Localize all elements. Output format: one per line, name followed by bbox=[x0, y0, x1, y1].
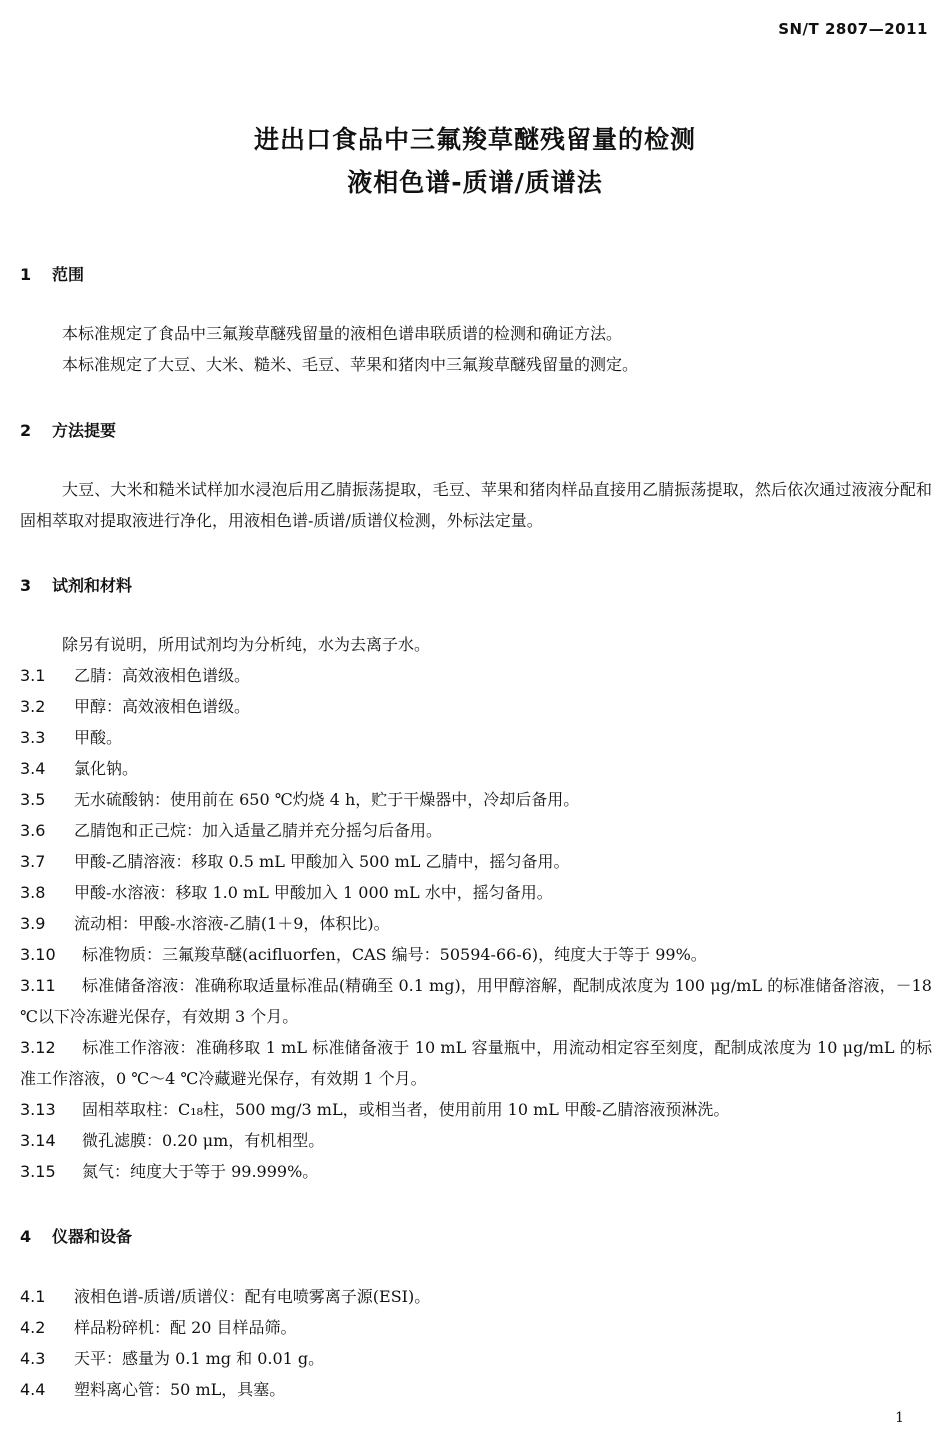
section-heading-scope bbox=[20, 262, 84, 285]
scope-paragraph-1: 本标准规定了食品中三氟羧草醚残留量的液相色谱串联质谱的检测和确证方法。 bbox=[62, 324, 623, 343]
page-number: 1 bbox=[895, 1410, 904, 1426]
item-number: 3.9 bbox=[20, 914, 46, 933]
reagent-item bbox=[20, 877, 932, 908]
reagent-item bbox=[20, 753, 932, 784]
document-title-line1: 进出口食品中三氟羧草醚残留量的检测 bbox=[253, 125, 696, 154]
item-number: 3.14 bbox=[20, 1131, 56, 1150]
item-number: 3.3 bbox=[20, 728, 46, 747]
item-text: 乙腈饱和正己烷：加入适量乙腈并充分摇匀后备用。 bbox=[74, 821, 443, 840]
section-heading-apparatus bbox=[20, 1224, 132, 1247]
item-text: 甲酸-水溶液：移取 1.0 mL 甲酸加入 1 000 mL 水中，摇匀备用。 bbox=[74, 883, 553, 902]
section-title: 试剂和材料 bbox=[52, 576, 133, 595]
section-number: 3 bbox=[20, 576, 32, 595]
item-text: 甲酸-乙腈溶液：移取 0.5 mL 甲酸加入 500 mL 乙腈中，摇匀备用。 bbox=[74, 852, 570, 871]
scope-paragraph-2: 本标准规定了大豆、大米、糙米、毛豆、苹果和猪肉中三氟羧草醚残留量的测定。 bbox=[62, 355, 639, 374]
item-text: 氮气：纯度大于等于 99.999%。 bbox=[82, 1162, 319, 1181]
section-title: 方法提要 bbox=[52, 421, 117, 440]
section-heading-reagents bbox=[20, 573, 132, 596]
section-number: 4 bbox=[20, 1227, 32, 1246]
item-text: 样品粉碎机：配 20 目样品筛。 bbox=[74, 1318, 297, 1337]
item-text: 塑料离心管：50 mL，具塞。 bbox=[74, 1380, 286, 1399]
item-number: 4.3 bbox=[20, 1349, 46, 1368]
reagent-item bbox=[20, 1125, 932, 1156]
reagent-item bbox=[20, 1032, 932, 1094]
document-title-line2: 液相色谱-质谱/质谱法 bbox=[347, 168, 603, 197]
section-heading-method-summary bbox=[20, 418, 116, 441]
apparatus-item bbox=[20, 1343, 932, 1374]
reagent-item bbox=[20, 784, 932, 815]
reagent-item bbox=[20, 722, 932, 753]
reagent-item bbox=[20, 660, 932, 691]
item-text: 乙腈：高效液相色谱级。 bbox=[74, 666, 251, 685]
item-number: 3.12 bbox=[20, 1038, 56, 1057]
item-number: 3.6 bbox=[20, 821, 46, 840]
item-number: 4.1 bbox=[20, 1287, 46, 1306]
item-text: 甲醇：高效液相色谱级。 bbox=[74, 697, 251, 716]
item-number: 3.10 bbox=[20, 945, 56, 964]
reagent-item bbox=[20, 970, 932, 1032]
item-number: 3.7 bbox=[20, 852, 46, 871]
item-number: 3.8 bbox=[20, 883, 46, 902]
item-number: 3.5 bbox=[20, 790, 46, 809]
reagent-item bbox=[20, 1094, 932, 1125]
apparatus-item bbox=[20, 1374, 932, 1405]
item-text: 流动相：甲酸-水溶液-乙腈(1＋9，体积比)。 bbox=[74, 914, 390, 933]
item-text: 微孔滤膜：0.20 μm，有机相型。 bbox=[82, 1131, 325, 1150]
item-text: 标准储备溶液：准确称取适量标准品(精确至 0.1 mg)，用甲醇溶解，配制成浓度为 100 μg/mL 的标准储备溶液，－18 ℃以下冷冻避光保存，有效期 3 个月。 bbox=[20, 976, 932, 1026]
item-text: 无水硫酸钠：使用前在 650 ℃灼烧 4 h，贮于干燥器中，冷却后备用。 bbox=[74, 790, 580, 809]
section-number: 2 bbox=[20, 421, 32, 440]
reagent-item bbox=[20, 939, 932, 970]
item-number: 4.2 bbox=[20, 1318, 46, 1337]
item-text: 标准物质：三氟羧草醚(acifluorfen，CAS 编号：50594-66-6)，纯度大于等于 99%。 bbox=[82, 945, 707, 964]
reagent-item bbox=[20, 691, 932, 722]
reagent-item bbox=[20, 846, 932, 877]
section-title: 范围 bbox=[52, 265, 85, 284]
item-number: 3.15 bbox=[20, 1162, 56, 1181]
reagents-intro: 除另有说明，所用试剂均为分析纯，水为去离子水。 bbox=[62, 635, 431, 654]
item-text: 标准工作溶液：准确移取 1 mL 标准储备液于 10 mL 容量瓶中，用流动相定容至刻度，配制成浓度为 10 μg/mL 的标准工作溶液，0 ℃～4 ℃冷藏避光保存，有效期 1 个月。 bbox=[20, 1038, 932, 1088]
item-number: 4.4 bbox=[20, 1380, 46, 1399]
item-text: 氯化钠。 bbox=[74, 759, 139, 778]
standard-number: SN/T 2807—2011 bbox=[778, 20, 928, 38]
item-number: 3.1 bbox=[20, 666, 46, 685]
reagent-item bbox=[20, 815, 932, 846]
section-number: 1 bbox=[20, 265, 32, 284]
method-summary-paragraph: 大豆、大米和糙米试样加水浸泡后用乙腈振荡提取，毛豆、苹果和猪肉样品直接用乙腈振荡提取，然后依次通过液液分配和固相萃取对提取液进行净化，用液相色谱-质谱/质谱仪检测，外标法定量。 bbox=[20, 480, 932, 530]
item-text: 固相萃取柱：C₁₈柱，500 mg/3 mL，或相当者，使用前用 10 mL 甲酸-乙腈溶液预淋洗。 bbox=[82, 1100, 730, 1119]
item-text: 液相色谱-质谱/质谱仪：配有电喷雾离子源(ESI)。 bbox=[74, 1287, 431, 1306]
apparatus-item bbox=[20, 1312, 932, 1343]
item-text: 甲酸。 bbox=[74, 728, 123, 747]
apparatus-item bbox=[20, 1281, 932, 1312]
item-number: 3.2 bbox=[20, 697, 46, 716]
item-number: 3.13 bbox=[20, 1100, 56, 1119]
item-text: 天平：感量为 0.1 mg 和 0.01 g。 bbox=[74, 1349, 325, 1368]
item-number: 3.11 bbox=[20, 976, 56, 995]
reagent-item bbox=[20, 908, 932, 939]
section-title: 仪器和设备 bbox=[52, 1227, 133, 1246]
item-number: 3.4 bbox=[20, 759, 46, 778]
reagent-item bbox=[20, 1156, 932, 1187]
